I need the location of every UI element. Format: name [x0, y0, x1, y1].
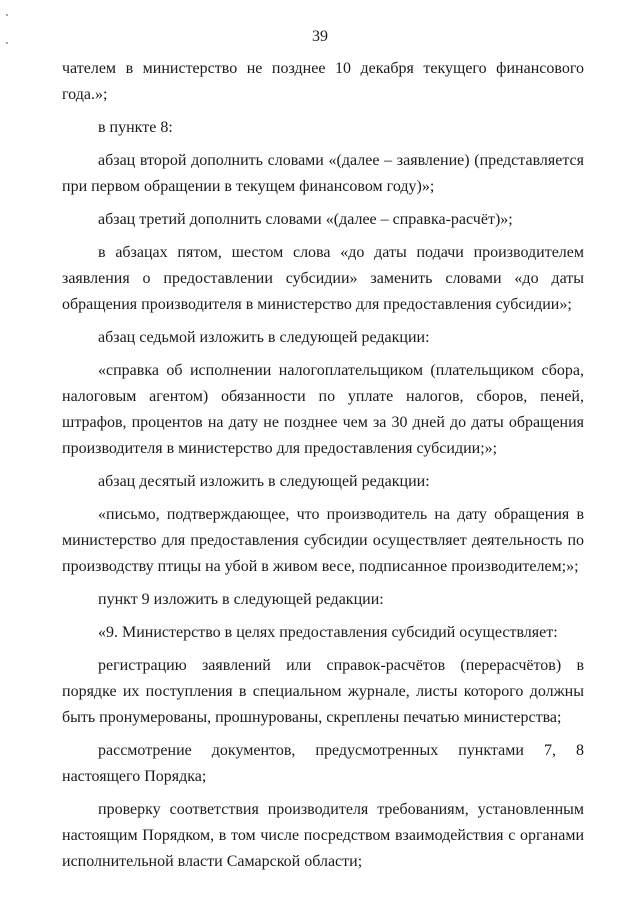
paragraph: абзац седьмой изложить в следующей редакции:: [98, 329, 430, 346]
paragraph: абзац десятый изложить в следующей редакции:: [98, 473, 430, 490]
page-number: 39: [312, 28, 328, 45]
paragraph: «письмо, подтверждающее, что производитель на дату обращения в министерство для предоставления субсидии осуществляет деятельность по производству птицы на убой в живом весе, подписанное производителем;»;: [62, 506, 584, 575]
paragraph: в абзацах пятом, шестом слова «до даты подачи производителем заявления о предоставлении субсидии» заменить словами «до даты обращения производителя в министерство для предоставления субсидии»;: [62, 244, 584, 313]
paragraph: «справка об исполнении налогоплательщиком (плательщиком сбора, налоговым агентом) обязанности по уплате налогов, сборов, пеней, штрафов, процентов на дату не позднее чем за 30 дней до даты обращения производителя в министерство для предоставления субсидии;»;: [62, 362, 584, 457]
scan-mark: [6, 14, 8, 16]
paragraph: чателем в министерство не позднее 10 декабря текущего финансового года.»;: [62, 60, 584, 103]
paragraph: проверку соответствия производителя требованиям, установленным настоящим Порядком, в том числе посредством взаимодействия с органами исполнительной власти Самарской области;: [62, 801, 584, 870]
document-body: [62, 56, 584, 882]
paragraph: в пункте 8:: [98, 119, 173, 136]
paragraph: регистрацию заявлений или справок-расчётов (перерасчётов) в порядке их поступления в специальном журнале, листы которого должны быть пронумерованы, прошнурованы, скреплены печатью министерства;: [62, 657, 584, 726]
paragraph: пункт 9 изложить в следующей редакции:: [98, 591, 384, 608]
paragraph: «9. Министерство в целях предоставления субсидий осуществляет:: [98, 624, 558, 641]
paragraph: рассмотрение документов, предусмотренных пунктами 7, 8 настоящего Порядка;: [62, 742, 584, 785]
paragraph: абзац третий дополнить словами «(далее – справка-расчёт)»;: [98, 211, 513, 228]
paragraph: абзац второй дополнить словами «(далее – заявление) (представляется при первом обращении в текущем финансовом году)»;: [62, 152, 584, 195]
